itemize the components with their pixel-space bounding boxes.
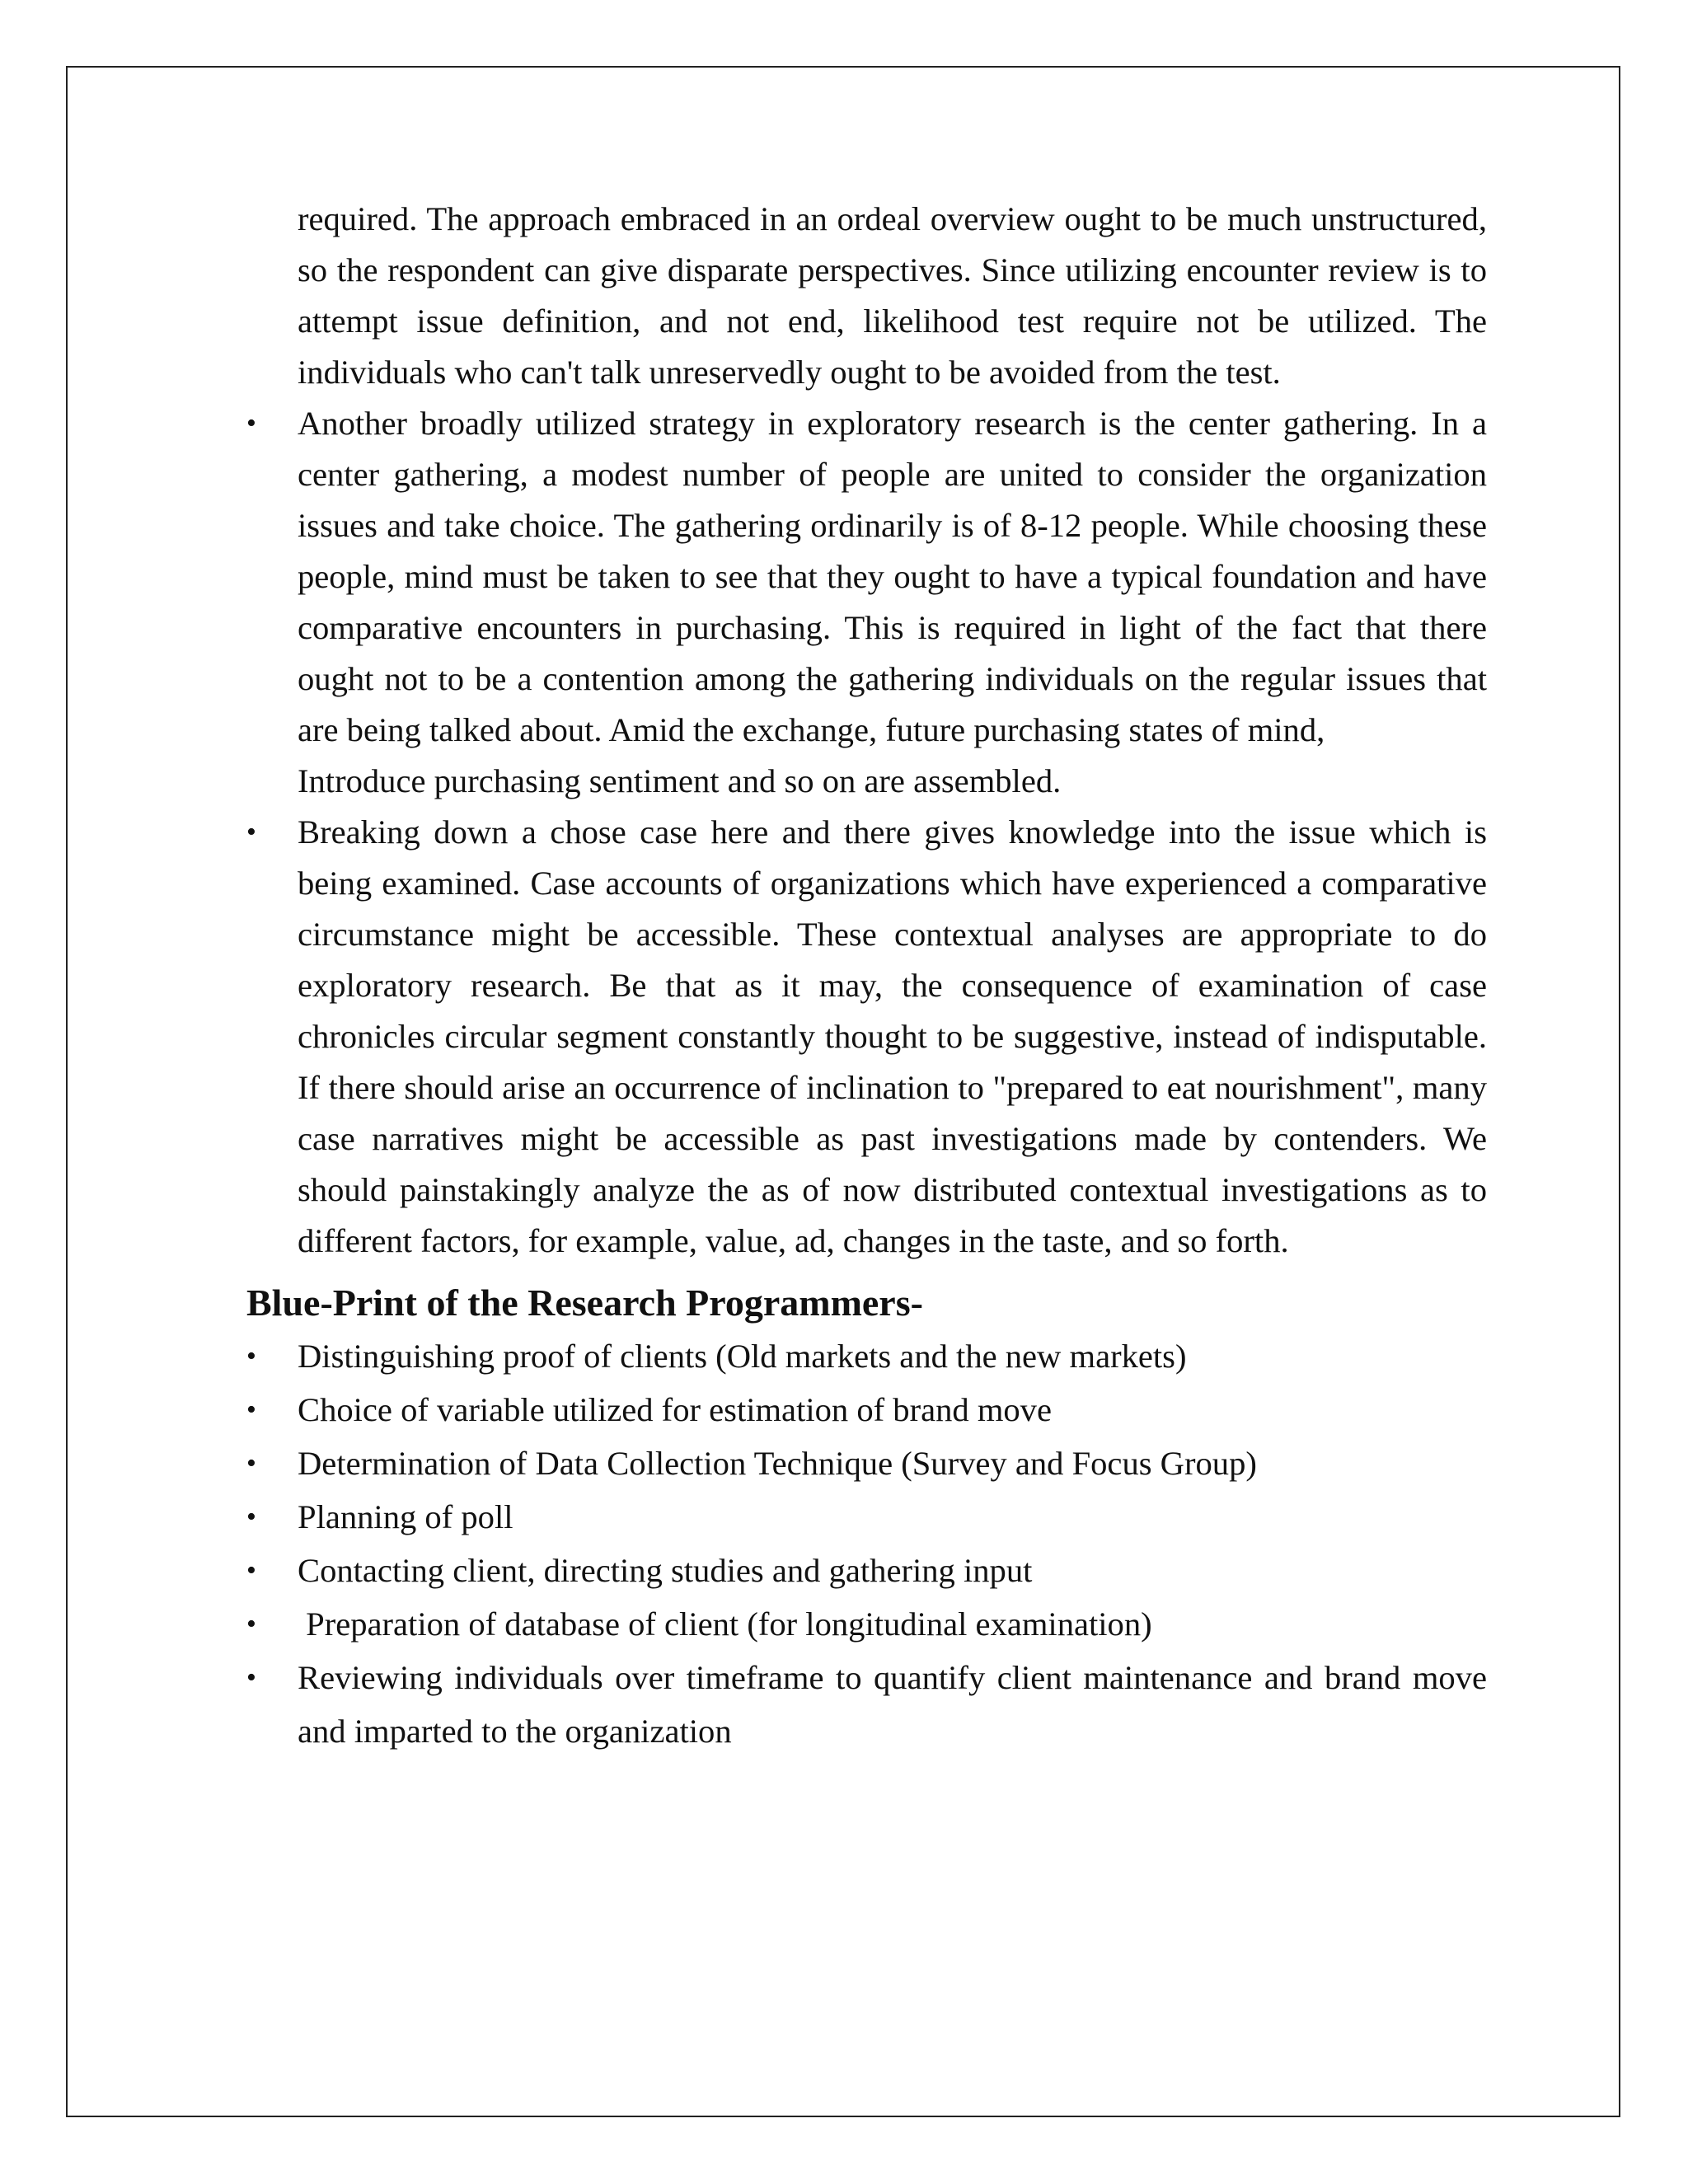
list-item: • Preparation of database of client (for longitudinal examination): [246, 1597, 1487, 1651]
bullet-icon: •: [246, 1555, 256, 1586]
bullet-icon: •: [246, 408, 256, 438]
document-body: [246, 194, 1487, 1758]
bullet-icon: •: [246, 817, 256, 847]
bullet-icon: •: [246, 1502, 256, 1532]
focus-group-text-tail: Introduce purchasing sentiment and so on are assembled.: [298, 762, 1062, 799]
bullet-case-study: [246, 807, 1487, 1267]
bullet-icon: •: [246, 1448, 256, 1479]
list-item: • Contacting client, directing studies and gathering input: [246, 1544, 1487, 1597]
case-study-text: Breaking down a chose case here and there gives knowledge into the issue which is being examined. Case accounts of organizations which have experienced a comparative circumstance might be accessible. These contextual analyses are appropriate to do exploratory research. Be that as it may, the consequence of examination of case chronicles circular segment constantly thought to be suggestive, instead of indisputable. If there should arise an occurrence of inclination to "prepared to eat nourishment", many case narratives might be accessible as past investigations made by contenders. We should painstakingly analyze the as of now distributed contextual investigations as to different factors, for example, value, ad, changes in the taste, and so forth.: [298, 813, 1487, 1259]
list-item: • Distinguishing proof of clients (Old markets and the new markets): [246, 1329, 1487, 1383]
bullet-icon: •: [246, 1394, 256, 1425]
bullet-icon: •: [246, 1609, 256, 1639]
list-item: • Reviewing individuals over timeframe to quantify client maintenance and brand move and imparted to the organization: [246, 1651, 1487, 1758]
bullet-focus-group: [246, 398, 1487, 807]
continuation-paragraph: required. The approach embraced in an ordeal overview ought to be much unstructured, so the respondent can give disparate perspectives. Since utilizing encounter review is to attempt issue definition, and not end, likelihood test require not be utilized. The individuals who can't talk unreservedly ought to be avoided from the test.: [298, 200, 1487, 391]
focus-group-text: Another broadly utilized strategy in exploratory research is the center gathering. In a center gathering, a modest number of people are united to consider the organization issues and take choice. The gathering ordinarily is of 8-12 people. While choosing these people, mind must be taken to see that they ought to have a typical foundation and have comparative encounters in purchasing. This is required in light of the fact that there ought not to be a contention among the gathering individuals on the regular issues that are being talked about. Amid the exchange, future purchasing states of mind,: [298, 405, 1487, 748]
list-item: • Choice of variable utilized for estimation of brand move: [246, 1383, 1487, 1436]
bullet-icon: •: [246, 1341, 256, 1371]
list-item: • Determination of Data Collection Technique (Survey and Focus Group): [246, 1436, 1487, 1490]
blueprint-list: [246, 1329, 1487, 1758]
list-item: • Planning of poll: [246, 1490, 1487, 1544]
section-heading: Blue-Print of the Research Programmers-: [246, 1282, 923, 1324]
bullet-icon: •: [246, 1662, 256, 1693]
